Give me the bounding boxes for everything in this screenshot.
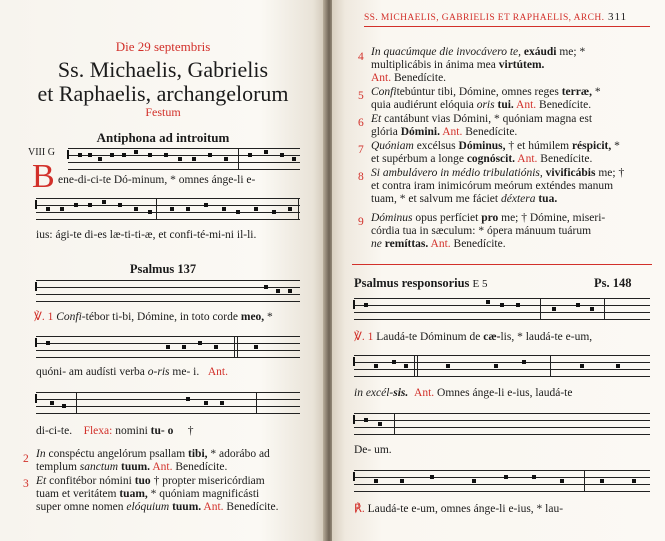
feast-title-line1: Ss. Michaelis, Gabrielis [57, 57, 269, 82]
v8-l3a: tuam, * et salvum me fáciet [371, 193, 499, 205]
v7-l1e: réspicit, [571, 140, 612, 152]
v4-l2a: multiplicábis in ánima mea [371, 59, 496, 71]
responsorial-staff-3 [354, 413, 650, 435]
verse2-l1d: * adorábo ad [210, 448, 270, 460]
v2-part-a: quóni- am audísti verba [36, 366, 145, 378]
v9-l1d: me; † Dómine, miseri- [501, 212, 606, 224]
v5-l1c: terræ, [561, 86, 593, 98]
psalm-staff-3 [36, 392, 300, 414]
antiphon-marker: Ant. [517, 153, 538, 165]
antiphon-staff-2 [36, 198, 300, 220]
v2-part-b: o-ris [147, 366, 170, 378]
r-l2a: in excél- [354, 387, 394, 399]
left-page [0, 0, 326, 541]
verse-5-line-1 [371, 86, 601, 99]
v8-l1a: Si [371, 167, 380, 179]
verse3-l2a: tuam et veritátem [36, 488, 117, 500]
v8-l3c: tua. [538, 193, 558, 205]
antiphon-marker: Ant. [203, 501, 224, 513]
verse-3-line-2 [36, 488, 259, 501]
verse-4-line-3 [371, 72, 446, 85]
v5-l2c: tui. [497, 99, 514, 111]
r-l1b: cæ- [483, 331, 501, 343]
v3-part-b: nomini [115, 425, 148, 437]
verse-6-line-2 [371, 126, 517, 139]
v9-l3b: remíttas. [384, 238, 429, 250]
verse3-l3a: super omne nomen [36, 501, 124, 513]
v5-l2d: Benedícite. [539, 99, 592, 111]
responsorial-heading [354, 277, 488, 291]
verse-8-line-2: et contra iram inimicórum meórum exténdes manum [371, 180, 614, 192]
verse2-l1c: tibi, [188, 448, 208, 460]
running-head-rule [364, 26, 650, 27]
responsorial-line-3: De- um. [354, 444, 392, 456]
r-l1c: lis, * laudá-te e-um, [500, 331, 593, 343]
resp-heading-text: Psalmus responsorius [354, 276, 470, 290]
v5-l1d: * [594, 86, 601, 98]
feast-date: Die 29 septembris [115, 39, 211, 54]
verse3-l1a: Et [36, 475, 47, 487]
v7-l2b: cognóscit. [466, 153, 516, 165]
v1-part-a: Confi- [56, 311, 86, 323]
v6-l1b: cantábunt vias Dómini, * quóniam magna est [384, 113, 593, 125]
antiphon-lyric-2: ius: ági-te di-es læ-ti-ti-æ, et confi-té-mi-ni il-li. [36, 229, 257, 241]
responsorial-staff-2 [354, 355, 650, 377]
versicle-symbol: ℣. [354, 331, 365, 343]
verse-6-line-1 [371, 113, 592, 126]
verse-4-line-2 [371, 59, 544, 72]
verse-3-line-1 [36, 475, 265, 488]
v6-l1a: Et [371, 113, 382, 125]
v7-l2c: Benedícite. [540, 153, 593, 165]
drop-cap-initial: B [32, 158, 55, 195]
v9-l1b: opus perfíciet [415, 212, 479, 224]
verse-7-number: 7 [358, 144, 364, 156]
verse-9-line-3 [371, 238, 506, 251]
psalm-staff-2 [36, 336, 300, 358]
v8-l3b: déxtera [500, 193, 536, 205]
verse2-l1b: conspéctu angelórum psallam [48, 448, 186, 460]
v9-l3a: ne [371, 238, 382, 250]
verse-3-number: 3 [23, 478, 29, 490]
v1-part-b: tébor ti-bi, Dómine, in toto corde [85, 311, 238, 323]
v6-l2b: Dómini. [400, 126, 440, 138]
verse-8-number: 8 [358, 171, 364, 183]
verse-6-number: 6 [358, 117, 364, 129]
response-symbol: ℟. [354, 503, 365, 515]
responsorial-psalm-ref: Ps. 148 [594, 276, 632, 290]
responsorial-line-1 [354, 331, 592, 344]
v4-l1a: In [371, 46, 381, 58]
verse-2-line-2 [36, 461, 227, 474]
running-head: SS. MICHAELIS, GABRIELIS ET RAPHAELIS, ARCH. [364, 13, 605, 23]
verse-5-number: 5 [358, 90, 364, 102]
v7-l1f: * [614, 140, 620, 152]
antiphon-marker: Ant. [152, 461, 173, 473]
antiphon-lyric-1: ene-di-ci-te Dó-minum, * omnes ánge-li e- [58, 174, 256, 186]
r-l2c: Omnes ánge-li e-ius, laudá-te [437, 387, 573, 399]
psalm-verse-1-line [34, 311, 273, 324]
responsorial-staff-1 [354, 298, 650, 320]
r-l2b: sis. [393, 387, 409, 399]
verse-4-number: 4 [358, 51, 364, 63]
verse-2-number: 2 [23, 453, 29, 465]
verse3-l2c: * quóniam magnificásti [150, 488, 260, 500]
antiphon-marker: Ant. [442, 126, 463, 138]
v5-l2a: quia audiérunt elóquia [371, 99, 474, 111]
v8-l1c: vivificábis [545, 167, 596, 179]
verse3-l3d: Benedícite. [226, 501, 279, 513]
responsorial-line-4 [354, 503, 563, 516]
v1-part-d: * [267, 311, 273, 323]
antiphon-marker: Ant. [371, 72, 392, 84]
verse3-l1b: confitébor nómini [49, 475, 132, 487]
verse-number: 1 [47, 311, 54, 323]
antiphon-heading: Antiphona ad introitum [96, 130, 230, 145]
v7-l2a: et supérbum a longe [371, 153, 464, 165]
v9-l1a: Dóminus [371, 212, 413, 224]
v4-l1b: quacúmque die invocávero te, [383, 46, 521, 58]
feast-rank: Festum [145, 105, 181, 119]
v4-l1c: exáudi [523, 46, 557, 58]
responsorial-staff-4 [354, 470, 650, 492]
verse-8-line-3 [371, 193, 557, 206]
v2-part-c: me- i. [172, 366, 200, 378]
verse3-l3c: tuum. [172, 501, 202, 513]
responsorial-line-2 [354, 387, 572, 400]
psalm-heading: Psalmus 137 [129, 262, 197, 276]
verse3-l2b: tuam, [119, 488, 148, 500]
verse-7-line-1 [371, 140, 620, 153]
psalm-verse-2-line [36, 366, 228, 379]
v5-l1a: Confi [371, 86, 397, 98]
verse-9-line-1 [371, 212, 605, 225]
versicle-symbol: ℣. [34, 311, 45, 323]
antiphon-marker: Ant. [207, 366, 228, 378]
verse-4-line-1 [371, 46, 585, 59]
verse2-l2c: tuum. [120, 461, 151, 473]
flexa-label: Flexa: [83, 425, 113, 437]
feast-title-line2: et Raphaelis, archangelorum [37, 81, 289, 106]
antiphon-staff-1 [68, 148, 300, 170]
verse3-l1d: † propter misericórdiam [153, 475, 265, 487]
v9-l3c: Benedícite. [453, 238, 506, 250]
antiphon-mode: VIII G [28, 147, 55, 158]
v4-l1d: me; * [559, 46, 586, 58]
v1-part-c: meo, [240, 311, 265, 323]
resp-mode: E 5 [472, 278, 488, 290]
verse-8-line-1 [371, 167, 624, 180]
antiphon-marker: Ant. [414, 387, 435, 399]
psalm-verse-3-line [36, 425, 193, 438]
verse2-l1a: In [36, 448, 46, 460]
verse2-l2b: sanctum [79, 461, 119, 473]
v8-l1d: me; † [598, 167, 625, 179]
v4-l2b: virtútem. [498, 59, 545, 71]
section-rule [352, 264, 652, 265]
v7-l1b: excélsus [416, 140, 456, 152]
v4-l3: Benedícite. [394, 72, 447, 84]
verse-5-line-2 [371, 99, 591, 112]
v9-l1c: pro [481, 212, 499, 224]
antiphon-marker: Ant. [516, 99, 537, 111]
resp-verse-number: 1 [367, 331, 374, 343]
verse3-l3b: elóquium [126, 501, 170, 513]
v3-part-d: † [187, 425, 194, 437]
r-l1a: Laudá-te Dóminum de [376, 331, 481, 343]
v5-l1b: tebúntur tibi, Dómine, omnes reges [396, 86, 559, 98]
verse-7-line-2 [371, 153, 592, 166]
verse2-l2d: Benedícite. [175, 461, 228, 473]
right-page [332, 0, 665, 541]
v6-l2a: glória [371, 126, 398, 138]
verse3-l1c: tuo [134, 475, 151, 487]
v7-l1a: Quóniam [371, 140, 414, 152]
verse-9-number: 9 [358, 216, 364, 228]
v5-l2b: oris [476, 99, 495, 111]
v7-l1c: Dóminus, [458, 140, 506, 152]
psalm-staff-1 [36, 280, 300, 302]
v3-part-a: di-ci-te. [36, 425, 73, 437]
v8-l1b: ambulávero in médio tribulatiónis, [382, 167, 543, 179]
antiphon-marker: Ant. [430, 238, 451, 250]
verse2-l2a: templum [36, 461, 77, 473]
r-l4: Laudá-te e-um, omnes ánge-li e-ius, * lau- [367, 503, 564, 515]
v3-part-c: tu- o [150, 425, 174, 437]
page-number: 311 [608, 11, 628, 23]
v6-l2c: Benedícite. [465, 126, 518, 138]
verse-3-line-3 [36, 501, 278, 514]
verse-9-line-2: córdia tua in sæculum: * ópera mánuum tuárum [371, 225, 592, 237]
v7-l1d: † et húmilem [508, 140, 570, 152]
verse-2-line-1 [36, 448, 270, 461]
